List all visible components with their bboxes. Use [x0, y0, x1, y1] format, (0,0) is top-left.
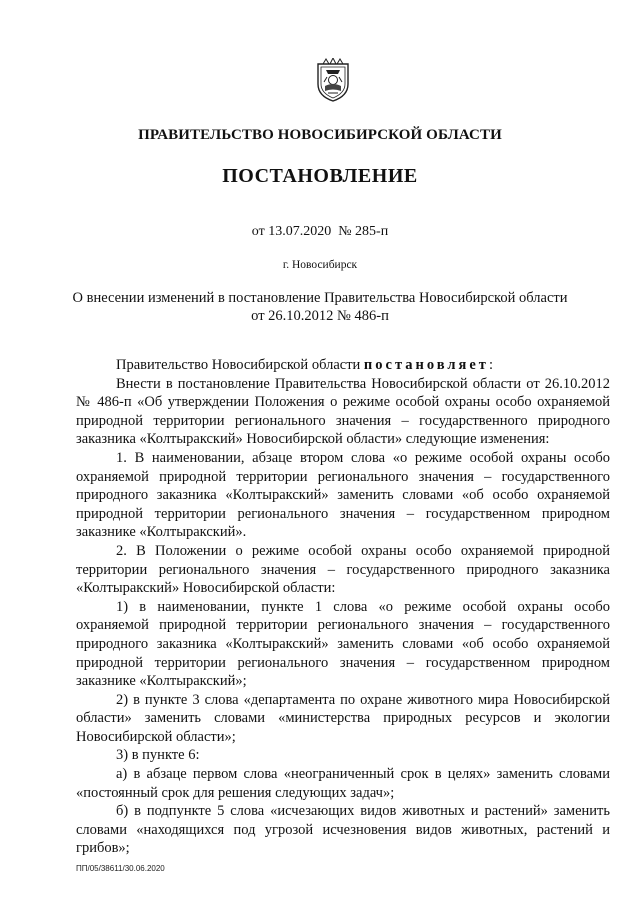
subject-line-1: О внесении изменений в постановление Правительства Новосибирской области — [72, 290, 568, 306]
paragraph: 3) в пункте 6: — [116, 747, 200, 764]
paragraph: 2) в пункте 3 слова «департамента по охране животного мира Новосибирской области» заменить словами «министерства природных ресурсов и экологии Новосибирской области»; — [76, 691, 610, 745]
government-title: ПРАВИТЕЛЬСТВО НОВОСИБИРСКОЙ ОБЛАСТИ — [138, 127, 502, 143]
subject — [0, 289, 640, 325]
intro-resolves-word: постановляет — [363, 357, 489, 373]
paragraph: а) в абзаце первом слова «неограниченный срок в целях» заменить словами «постоянный срок для решения следующих задач»; — [76, 766, 610, 801]
date-and-number: от 13.07.2020 № 285-п — [251, 224, 389, 239]
document-type: ПОСТАНОВЛЕНИЕ — [222, 165, 418, 187]
paragraph: 2. В Положении о режиме особой охраны особо охраняемой природной территории регионального значения – государственного природного заказника «Колтыракский» Новосибирской области: — [76, 542, 610, 597]
intro-prefix: Правительство Новосибирской области — [116, 357, 361, 373]
paragraph: 1. В наименовании, абзаце втором слова «о режиме особой охраны особо охраняемой природной территории регионального значения – государственного природного заказника «Колтыракский» заменить словами «об особо охраняемой природной территории регионального значения – государственном природном заказнике «Колтыракский». — [76, 449, 610, 541]
paragraph: Внести в постановление Правительства Новосибирской области от 26.10.2012 № 486-п «Об утверждении Положения о режиме особой охраны особо охраняемой природной территории регионального значения – государственного природного заказника «Колтыракский» Новосибирской области» следующие изменения: — [76, 375, 610, 448]
subject-line-2: от 26.10.2012 № 486-п — [251, 308, 389, 324]
paragraph: б) в подпункте 5 слова «исчезающих видов животных и растений» заменить словами «находящихся под угрозой исчезновения видов животных, растений и грибов»; — [76, 803, 610, 857]
intro-suffix: : — [488, 357, 493, 373]
document-code: ПП/05/38611/30.06.2020 — [76, 864, 165, 873]
coat-of-arms-icon — [314, 58, 352, 102]
document-body — [76, 356, 610, 858]
paragraph: 1) в наименовании, пункте 1 слова «о режиме особой охраны особо охраняемой природной территории регионального значения – государственного природного заказника «Колтыракский» заменить словами «об особо охраняемой природной территории регионального значения – государственном природном заказнике «Колтыракский»; — [76, 598, 610, 690]
intro-paragraph — [76, 356, 610, 375]
city: г. Новосибирск — [282, 259, 358, 271]
